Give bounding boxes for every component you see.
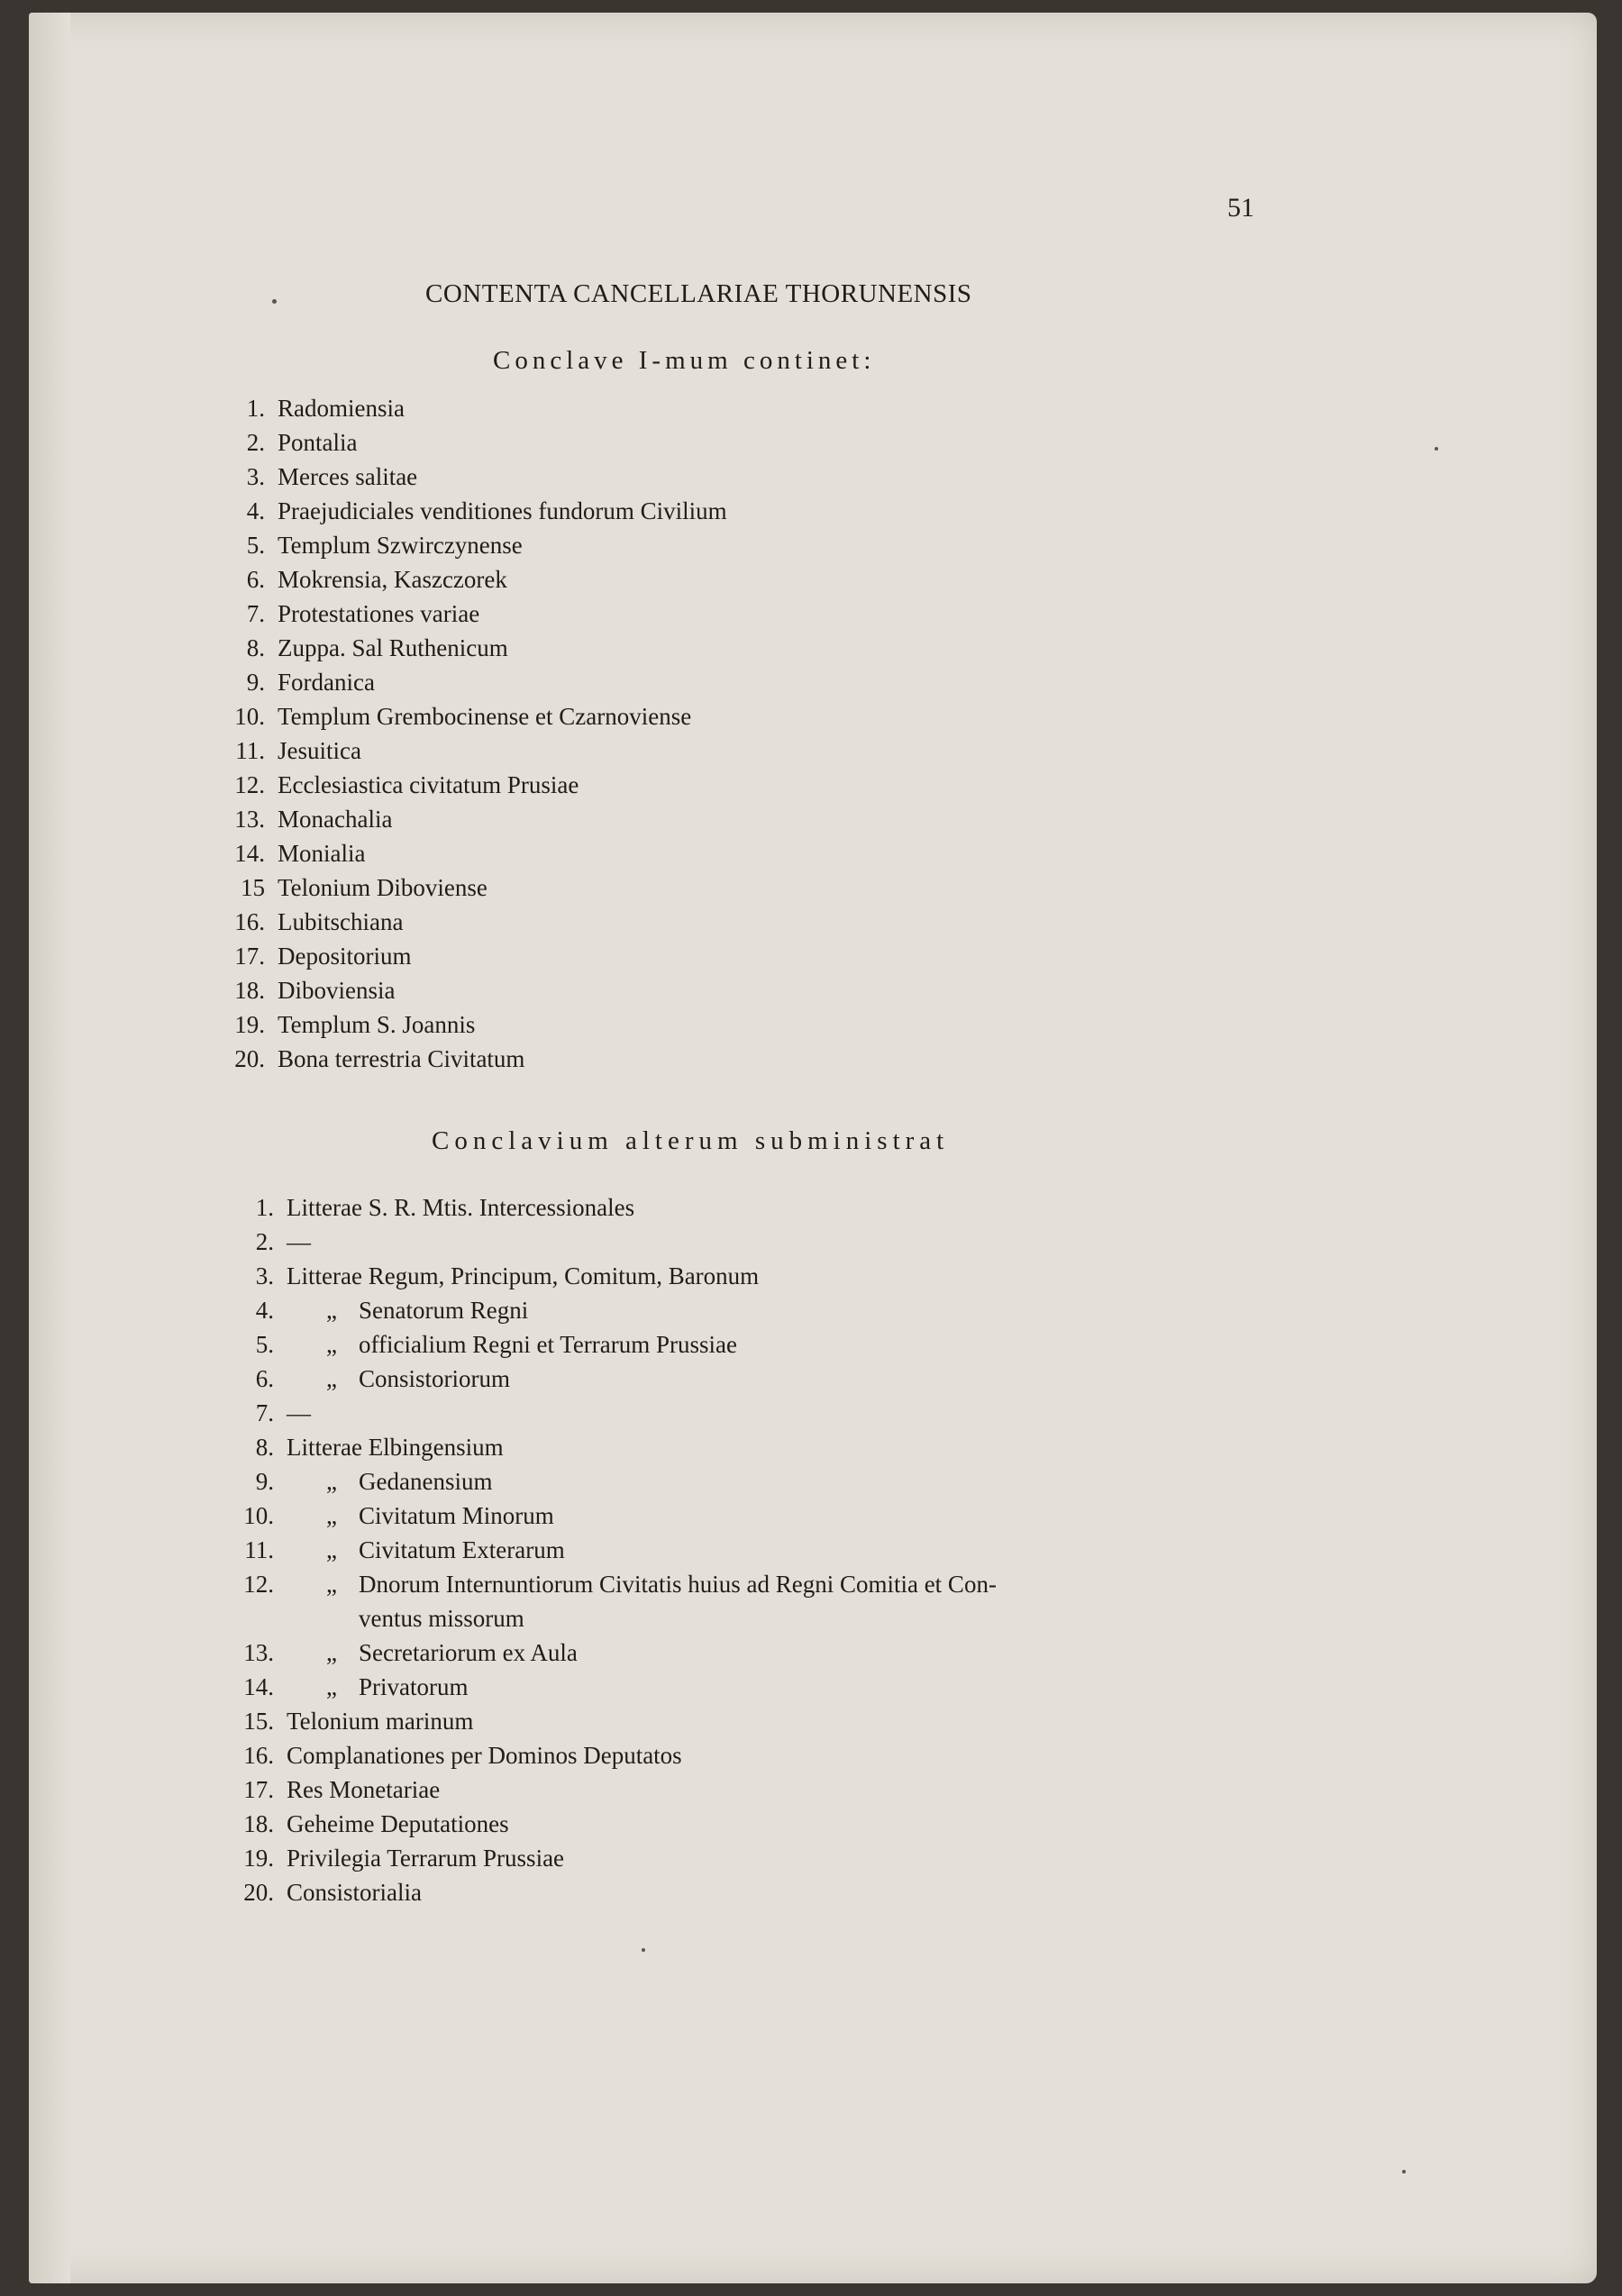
list-item	[209, 1670, 1224, 1704]
list-item	[209, 597, 727, 631]
list-item	[209, 802, 727, 836]
item-text: Geheime Deputationes	[287, 1810, 509, 1837]
page-spine	[29, 13, 70, 2283]
list-item	[209, 665, 727, 699]
item-text: Privatorum	[359, 1673, 469, 1700]
section1-list	[209, 391, 727, 1076]
item-number: 13.	[234, 806, 265, 833]
item-text: Complanationes per Dominos Deputatos	[287, 1742, 682, 1769]
item-number: 9.	[246, 669, 265, 696]
list-item	[209, 699, 727, 733]
ditto-mark: „	[326, 1365, 337, 1392]
item-text: Secretariorum ex Aula	[359, 1639, 578, 1666]
item-number: 12.	[234, 771, 265, 798]
item-number: 9.	[255, 1468, 274, 1495]
page-number: 51	[1227, 193, 1254, 223]
list-item	[209, 562, 727, 597]
page-title: CONTENTA CANCELLARIAE THORUNENSIS	[425, 279, 972, 308]
item-text-continuation: ventus missorum	[359, 1605, 524, 1632]
list-item	[209, 733, 727, 768]
list-item	[209, 1738, 1224, 1772]
list-item	[209, 1190, 1224, 1225]
item-text: Dnorum Internuntiorum Civitatis huius ad Regni Comitia et Con- ventus missorum	[359, 1567, 1224, 1635]
item-number: 3.	[255, 1262, 274, 1289]
item-text: Litterae Regum, Principum, Comitum, Baronum	[287, 1262, 760, 1289]
item-text: —	[287, 1228, 311, 1255]
item-number: 7.	[255, 1399, 274, 1426]
item-number: 11.	[235, 737, 265, 764]
item-text: Radomiensia	[278, 395, 405, 422]
section2-heading: Conclavium alterum subministrat	[432, 1126, 950, 1155]
paper-speck	[272, 299, 277, 304]
ditto-mark: „	[326, 1468, 337, 1495]
list-item	[209, 1635, 1224, 1670]
item-text: officialium Regni et Terrarum Prussiae	[359, 1331, 738, 1358]
list-item	[209, 1327, 1224, 1362]
list-item	[209, 1807, 1224, 1841]
list-item	[209, 460, 727, 494]
item-text: Privilegia Terrarum Prussiae	[287, 1845, 565, 1872]
item-text: Litterae S. R. Mtis. Intercessionales	[287, 1194, 635, 1221]
item-number: 16.	[243, 1742, 274, 1769]
item-number: 8.	[255, 1434, 274, 1461]
list-item	[209, 1499, 1224, 1533]
item-text: Zuppa. Sal Ruthenicum	[278, 634, 508, 661]
item-number: 4.	[255, 1297, 274, 1324]
list-item	[209, 1533, 1224, 1567]
item-text: Mokrensia, Kaszczorek	[278, 566, 507, 593]
list-item	[209, 631, 727, 665]
list-item	[209, 1772, 1224, 1807]
item-number: 11.	[244, 1536, 274, 1563]
item-number: 3.	[246, 463, 265, 490]
list-item	[209, 905, 727, 939]
item-number: 15	[241, 874, 265, 901]
item-text: Monialia	[278, 840, 366, 867]
list-item	[209, 1875, 1224, 1909]
item-number: 8.	[246, 634, 265, 661]
item-number: 5.	[246, 532, 265, 559]
item-number: 20.	[234, 1045, 265, 1072]
list-item	[209, 836, 727, 870]
ditto-mark: „	[326, 1639, 337, 1666]
item-number: 13.	[243, 1639, 274, 1666]
item-number: 12.	[243, 1571, 274, 1598]
item-number: 17.	[243, 1776, 274, 1803]
item-text: Templum S. Joannis	[278, 1011, 476, 1038]
list-item	[209, 1396, 1224, 1430]
item-number: 7.	[246, 600, 265, 627]
list-item	[209, 494, 727, 528]
item-text: Monachalia	[278, 806, 393, 833]
item-number: 6.	[255, 1365, 274, 1392]
item-text: Ecclesiastica civitatum Prusiae	[278, 771, 579, 798]
item-text: Telonium marinum	[287, 1708, 474, 1735]
item-text: Res Monetariae	[287, 1776, 441, 1803]
ditto-mark: „	[326, 1571, 337, 1598]
list-item	[209, 870, 727, 905]
section2-list	[209, 1190, 1224, 1909]
list-item	[209, 1293, 1224, 1327]
item-number: 18.	[234, 977, 265, 1004]
item-number: 18.	[243, 1810, 274, 1837]
item-number: 2.	[255, 1228, 274, 1255]
item-text: Pontalia	[278, 429, 358, 456]
item-number: 20.	[243, 1879, 274, 1906]
item-text: Litterae Elbingensium	[287, 1434, 504, 1461]
item-number: 17.	[234, 943, 265, 970]
list-item	[209, 1841, 1224, 1875]
item-text: Depositorium	[278, 943, 412, 970]
ditto-mark: „	[326, 1297, 337, 1324]
item-number: 16.	[234, 908, 265, 935]
paper-speck	[1402, 2170, 1406, 2173]
item-number: 1.	[255, 1194, 274, 1221]
list-item	[209, 1225, 1224, 1259]
item-number: 1.	[246, 395, 265, 422]
list-item	[209, 1259, 1224, 1293]
item-text: Senatorum Regni	[359, 1297, 529, 1324]
list-item	[209, 1464, 1224, 1499]
list-item	[209, 1567, 1224, 1635]
item-text: Bona terrestria Civitatum	[278, 1045, 525, 1072]
list-item	[209, 1430, 1224, 1464]
item-number: 19.	[243, 1845, 274, 1872]
list-item	[209, 973, 727, 1007]
item-number: 10.	[234, 703, 265, 730]
item-number: 15.	[243, 1708, 274, 1735]
item-text: Civitatum Minorum	[359, 1502, 554, 1529]
list-item	[209, 391, 727, 425]
list-item	[209, 528, 727, 562]
list-item	[209, 1362, 1224, 1396]
ditto-mark: „	[326, 1331, 337, 1358]
document-page	[29, 13, 1597, 2283]
item-text: Telonium Diboviense	[278, 874, 488, 901]
section1-heading: Conclave I-mum continet:	[493, 346, 876, 375]
item-text: Fordanica	[278, 669, 375, 696]
item-text: Templum Grembocinense et Czarnoviense	[278, 703, 692, 730]
list-item	[209, 768, 727, 802]
item-number: 19.	[234, 1011, 265, 1038]
ditto-mark: „	[326, 1536, 337, 1563]
ditto-mark: „	[326, 1502, 337, 1529]
item-text: Templum Szwirczynense	[278, 532, 523, 559]
item-text: Civitatum Exterarum	[359, 1536, 565, 1563]
item-text: Lubitschiana	[278, 908, 404, 935]
item-number: 5.	[255, 1331, 274, 1358]
item-text: Jesuitica	[278, 737, 361, 764]
item-number: 14.	[234, 840, 265, 867]
ditto-mark: „	[326, 1673, 337, 1700]
list-item	[209, 1704, 1224, 1738]
item-number: 6.	[246, 566, 265, 593]
list-item	[209, 1042, 727, 1076]
item-number: 4.	[246, 497, 265, 524]
item-number: 14.	[243, 1673, 274, 1700]
item-text: Diboviensia	[278, 977, 396, 1004]
list-item	[209, 425, 727, 460]
item-text: Merces salitae	[278, 463, 418, 490]
item-text: Praejudiciales venditiones fundorum Civilium	[278, 497, 727, 524]
item-text: Protestationes variae	[278, 600, 480, 627]
list-item	[209, 1007, 727, 1042]
item-number: 2.	[246, 429, 265, 456]
paper-speck	[642, 1948, 645, 1952]
item-number: 10.	[243, 1502, 274, 1529]
item-text: Gedanensium	[359, 1468, 493, 1495]
paper-speck	[1435, 447, 1438, 451]
list-item	[209, 939, 727, 973]
item-text: Consistoriorum	[359, 1365, 511, 1392]
item-text: Consistorialia	[287, 1879, 422, 1906]
item-text: —	[287, 1399, 311, 1426]
